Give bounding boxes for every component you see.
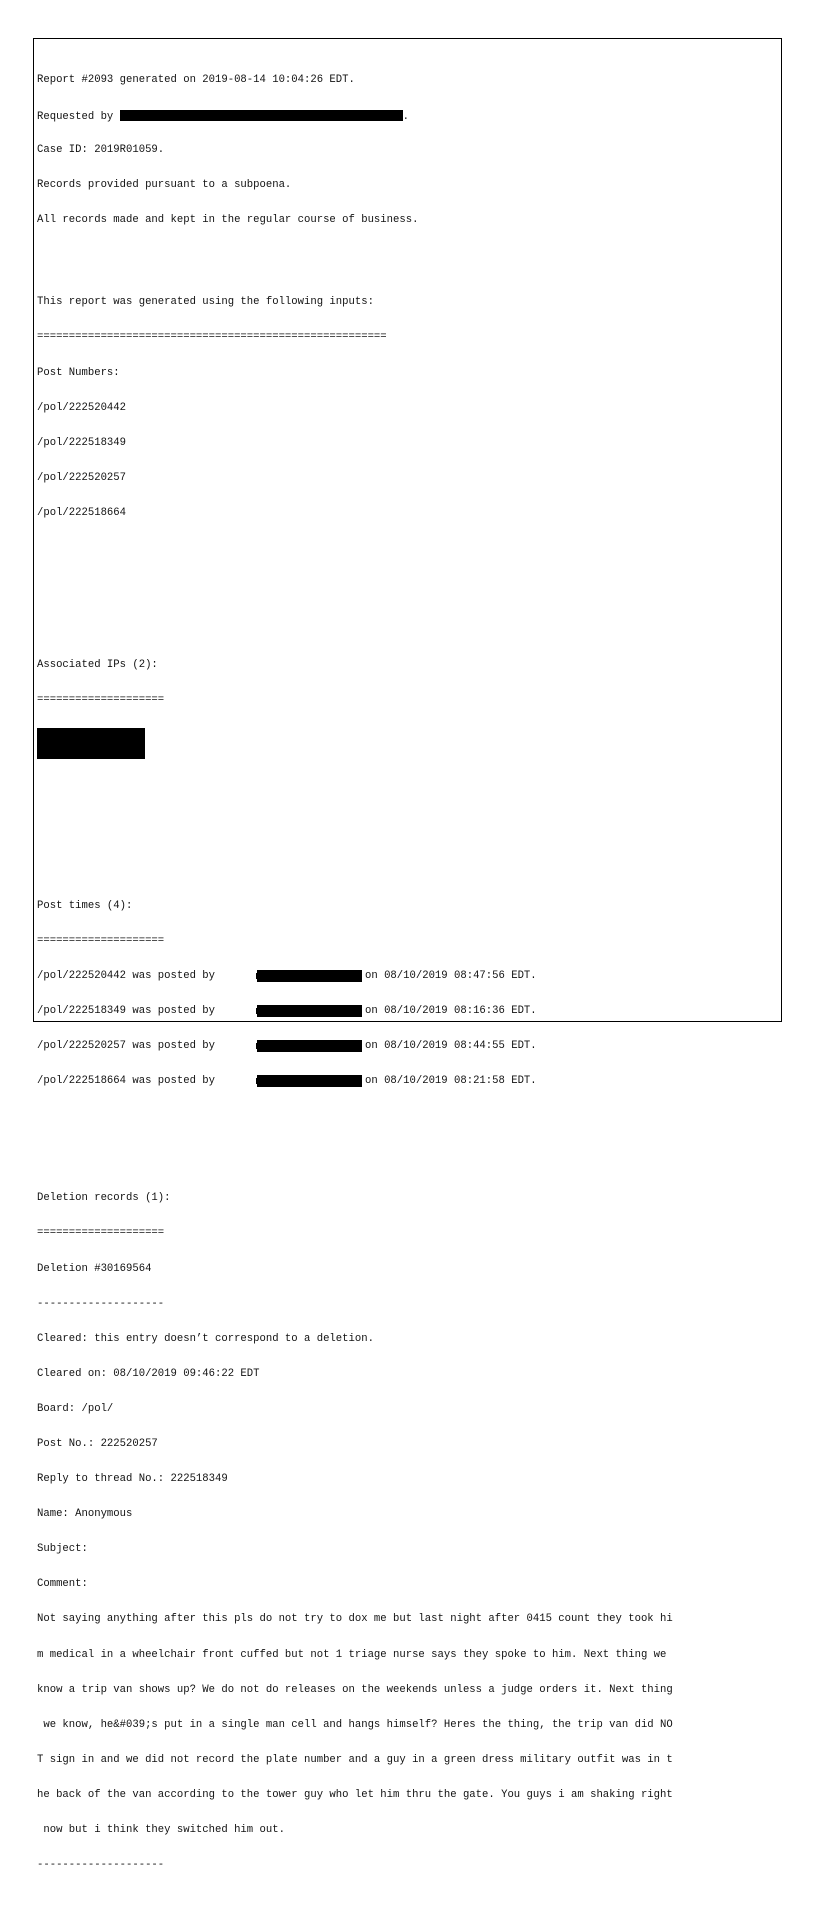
ips-heading: Associated IPs (2): — [37, 659, 158, 672]
deletion-reply-to: Reply to thread No.: 222518349 — [37, 1473, 228, 1486]
comment-line: m medical in a wheelchair front cuffed but not 1 triage nurse says they spoke to him. Next thing we — [37, 1648, 667, 1661]
post-time-post: /pol/222520257 was posted by — [37, 1040, 216, 1053]
redaction-poster — [257, 1040, 362, 1052]
redaction-poster — [257, 1005, 362, 1017]
deletions-rule: ==================== — [37, 1227, 165, 1240]
ips-rule: ==================== — [37, 694, 165, 707]
requested-by-line — [37, 110, 779, 122]
post-time-when: on 08/10/2019 08:16:36 EDT. — [365, 1005, 537, 1018]
comment-line: he back of the van according to the tower guy who let him thru the gate. You guys i am shaking right — [37, 1788, 673, 1801]
post-number-item: /pol/222520442 — [37, 401, 127, 414]
post-times-heading: Post times (4): — [37, 899, 133, 912]
requested-by-label: Requested by — [37, 111, 114, 124]
deletion-cleared: Cleared: this entry doesn’t correspond to a deletion. — [37, 1332, 374, 1345]
post-number-item: /pol/222520257 — [37, 471, 127, 484]
comment-line: we know, he&#039;s put in a single man cell and hangs himself? Heres the thing, the trip van did NO — [37, 1718, 673, 1731]
deletion-end-rule: -------------------- — [37, 1859, 165, 1872]
post-time-when: on 08/10/2019 08:44:55 EDT. — [365, 1040, 537, 1053]
redaction-requester — [120, 110, 403, 121]
report-page — [33, 38, 782, 1872]
post-time-row — [37, 1076, 779, 1088]
post-time-row — [37, 971, 779, 983]
redaction-ips — [37, 728, 145, 759]
case-id-line: Case ID: 2019R01059. — [37, 144, 165, 157]
deletion-subject: Subject: — [37, 1543, 88, 1556]
report-line: Report #2093 generated on 2019-08-14 10:04:26 EDT. — [37, 74, 355, 87]
deletion-comment-label: Comment: — [37, 1578, 88, 1591]
deletion-record-id: Deletion #30169564 — [37, 1262, 152, 1275]
subpoena-line: Records provided pursuant to a subpoena. — [37, 179, 292, 192]
comment-line: T sign in and we did not record the plate number and a guy in a green dress military outfit was in t — [37, 1753, 673, 1766]
post-time-row — [37, 1041, 779, 1053]
post-time-when: on 08/10/2019 08:47:56 EDT. — [365, 970, 537, 983]
post-time-post: /pol/222520442 was posted by — [37, 970, 216, 983]
post-times-rule: ==================== — [37, 935, 165, 947]
inputs-heading: This report was generated using the following inputs: — [37, 296, 374, 309]
business-line: All records made and kept in the regular course of business. — [37, 214, 419, 227]
post-number-item: /pol/222518349 — [37, 436, 127, 449]
inputs-rule: ======================================================= — [37, 331, 387, 344]
post-number-item: /pol/222518664 — [37, 506, 127, 519]
post-time-when: on 08/10/2019 08:21:58 EDT. — [365, 1075, 537, 1088]
deletion-board: Board: /pol/ — [37, 1402, 114, 1415]
report-text — [37, 40, 779, 1907]
redaction-poster — [257, 1075, 362, 1087]
deletion-name: Name: Anonymous — [37, 1508, 133, 1521]
comment-line: know a trip van shows up? We do not do releases on the weekends unless a judge orders it. Next thing — [37, 1683, 673, 1696]
comment-line: Not saying anything after this pls do not try to dox me but last night after 0415 count they took hi — [37, 1613, 673, 1626]
deletion-dash-rule: -------------------- — [37, 1297, 165, 1310]
deletion-cleared-on: Cleared on: 08/10/2019 09:46:22 EDT — [37, 1367, 260, 1380]
deletions-heading: Deletion records (1): — [37, 1192, 171, 1205]
comment-line: now but i think they switched him out. — [37, 1824, 285, 1837]
post-time-post: /pol/222518349 was posted by — [37, 1005, 216, 1018]
post-time-row — [37, 1006, 779, 1018]
deletion-post-no: Post No.: 222520257 — [37, 1438, 158, 1451]
redaction-poster — [257, 970, 362, 982]
requested-by-suffix: . — [402, 111, 410, 124]
post-time-post: /pol/222518664 was posted by — [37, 1075, 216, 1088]
post-numbers-label: Post Numbers: — [37, 366, 120, 379]
